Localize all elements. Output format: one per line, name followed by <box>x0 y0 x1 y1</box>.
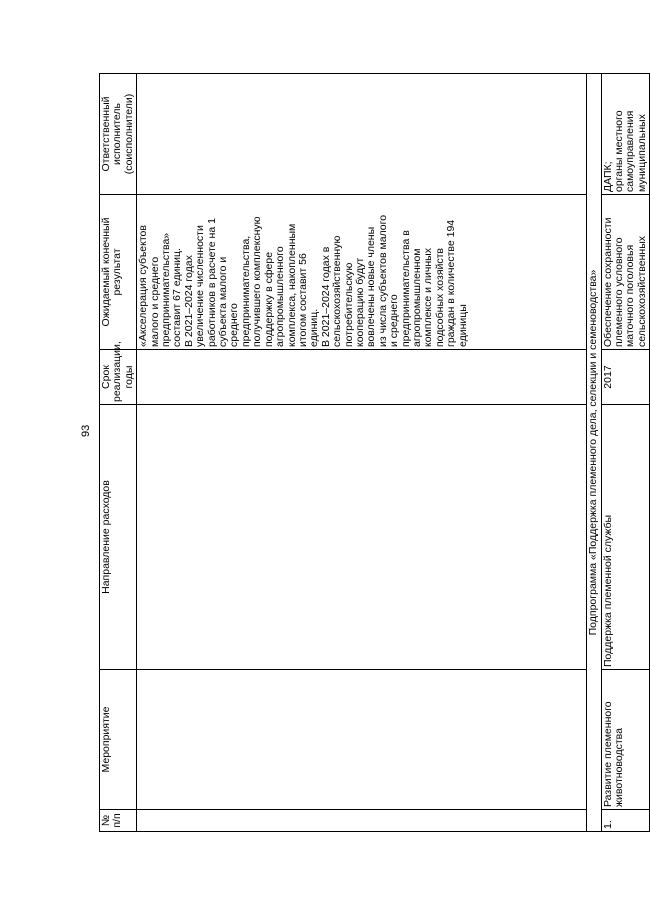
measures-table <box>99 73 650 832</box>
result-line: итогом составит 56 <box>296 253 309 347</box>
result-line: увеличение численности <box>194 225 207 347</box>
row1-executor-line: органы местного <box>613 110 626 192</box>
result-line: «Акселерация субъектов <box>137 225 150 347</box>
result-line: В 2021–2024 годах в <box>319 246 332 347</box>
cont-term <box>137 350 587 405</box>
header-row <box>100 74 137 832</box>
result-line: подсобных хозяйств <box>433 247 446 347</box>
row1-executor-line: самоуправления <box>624 110 637 192</box>
row1-executor-line: муниципальных <box>635 114 648 192</box>
row1-executor <box>601 74 650 195</box>
result-line: и среднего <box>388 294 401 347</box>
header-result: Ожидаемый конечный результат <box>100 195 137 350</box>
result-line: предпринимательства» <box>160 232 173 347</box>
continuation-row <box>137 74 587 832</box>
cont-result <box>137 195 587 350</box>
row-1 <box>601 74 650 832</box>
result-line: сельскохозяйственную <box>331 235 344 347</box>
header-direction: Направление расходов <box>100 405 137 670</box>
result-line: единиц. <box>308 308 321 347</box>
result-line: комплексе и личных <box>422 248 435 347</box>
result-line: предпринимательства, <box>239 235 252 347</box>
header-num: № п/п <box>100 810 137 832</box>
row1-result-line: Обеспечение сохранности <box>601 217 614 347</box>
subprogram-title: Подпрограмма «Поддержка племенного дела, селекции и семеноводства» <box>587 74 601 832</box>
result-line: субъекта малого и <box>217 256 230 347</box>
cont-executor <box>137 74 587 195</box>
result-line: получившего комплексную <box>251 216 264 347</box>
result-line: работников в расчете на 1 <box>205 218 218 347</box>
result-line: агропромышленного <box>274 246 287 347</box>
row1-result <box>601 195 650 350</box>
page-number: 93 <box>80 424 92 437</box>
result-line: составит 67 единиц. <box>171 248 184 347</box>
rotated-table-container <box>99 74 648 832</box>
result-line: агропромышленном <box>410 248 423 347</box>
row1-event-text: Развитие племенного животноводства <box>601 701 626 807</box>
row1-num: 1. <box>601 810 650 832</box>
header-term: Срок реализации, годы <box>100 350 137 405</box>
result-line: среднего <box>228 303 241 347</box>
row1-term: 2017 <box>601 350 650 405</box>
result-line: вовлечены новые члены <box>365 226 378 347</box>
row1-result-line: сельскохозяйственных <box>635 236 648 347</box>
result-line: поддержку в сфере <box>262 251 275 347</box>
row1-result-line: племенного условного <box>613 237 626 347</box>
row1-event <box>601 670 650 810</box>
result-line: из числа субъектов малого <box>376 214 389 347</box>
result-line: комплекса, накопленным <box>285 223 298 347</box>
result-line: потребительскую <box>342 262 355 347</box>
result-line: граждан в количестве 194 <box>445 219 458 347</box>
subprogram-row <box>587 74 601 832</box>
cont-num <box>137 810 587 832</box>
header-event: Мероприятие <box>100 670 137 810</box>
cont-event <box>137 670 587 810</box>
result-line: В 2021–2024 годах <box>182 255 195 347</box>
row1-direction: Поддержка племенной службы <box>601 405 650 670</box>
result-line: кооперацию будут <box>353 257 366 347</box>
result-line: малого и среднего <box>148 256 161 347</box>
row1-executor-line: ДАПК; <box>601 161 614 192</box>
cont-direction <box>137 405 587 670</box>
row1-result-line: маточного поголовья <box>624 244 637 347</box>
result-line: предпринимательства в <box>399 230 412 347</box>
header-executor: Ответственный исполнитель (соисполнители) <box>100 74 137 195</box>
result-line: единицы <box>456 304 469 347</box>
